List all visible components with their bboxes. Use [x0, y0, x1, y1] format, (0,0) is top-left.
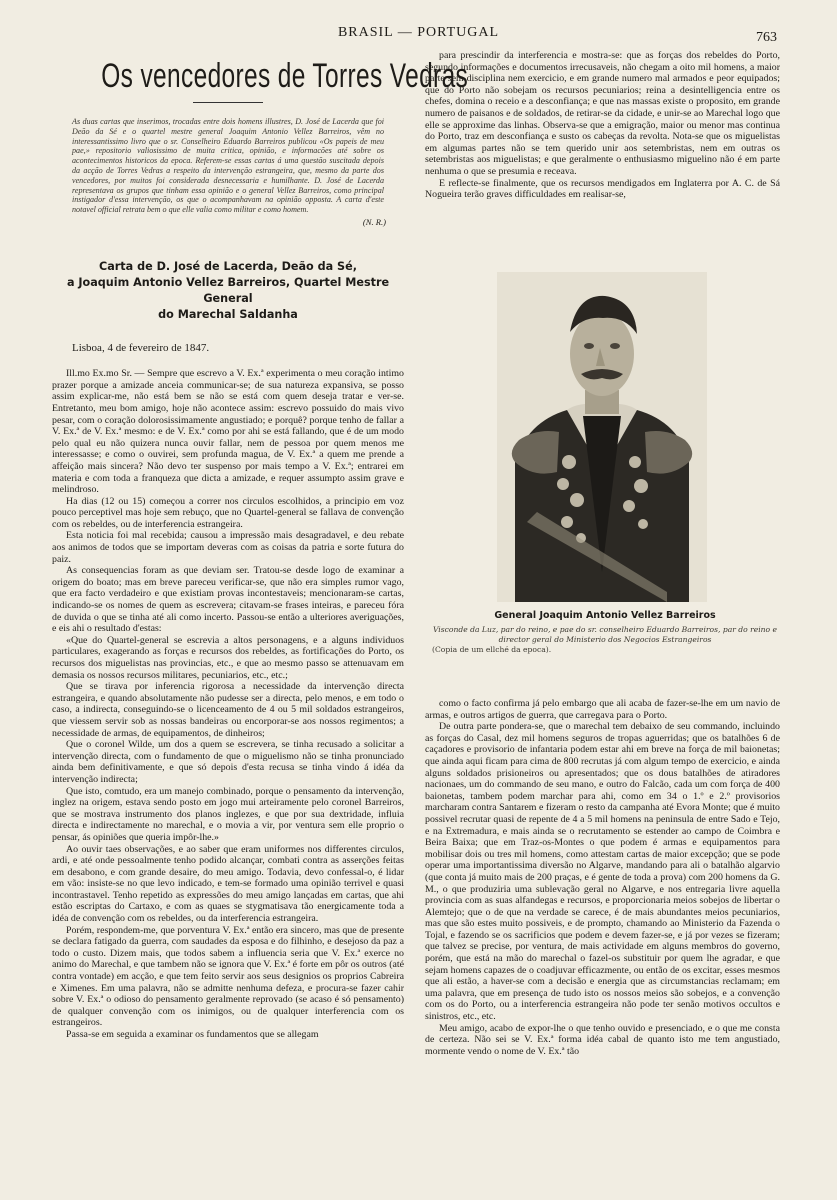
title-rule — [193, 102, 263, 103]
body-paragraph: Ao ouvir taes observações, e ao saber que eram uniformes nos differentes circulos, ardi, e até onde pessoalmente tenho podido alcançar, combati contra as asserções feitas em desabono, e com grande desaire, do meu amigo. Todavia, devo confessal-o, é lidar em vão: insiste-se no que levo indicado, e tem-se formado uma opinião terrivel e quasi incontrastavel. Tenho repetido as expressões do meu amigo lançadas em cartas, que ahi estão escriptas do Cartaxo, e com as quaes se stygmatisava tão energicamente toda a idéa de convenção com os rebeldes, ou da interferencia estrangeira. — [52, 843, 404, 925]
body-paragraph: Porém, respondem-me, que porventura V. Ex.ª então era sincero, mas que de presente se declara fatigado da guerra, com saudades da esposa e do filhinho, e desejoso da paz a todo o custo. Dizem mais, que todos sabem a influencia seria que V. Ex.ª exerce no animo do Marechal, e que tambem não se ignora que V. Ex.ª é forte em pôr os outros (até contra vontade) em acção, e que tem feito servir aos seus designios os proprios Cabreira e Ximenes. Em uma palavra, não se admitte nenhuma defeza, e procura-se fazer cahir sobre V. Ex.ª o odioso do pensamento geralmente reprovado (se acaso é só pensamento) de qualquer convenção com os inimigos, ou de qualquer interferencia com os estrangeiros. — [52, 924, 404, 1029]
letter-heading — [52, 259, 404, 323]
running-title: BRASIL — PORTUGAL — [337, 25, 500, 40]
editorial-intro: As duas cartas que inserimos, trocadas entre dois homens illustres, D. José de Lacerda que foi Deão da Sé e o quartel mestre general Joaquim Antonio Vellez Barreiros, vêm no interessantissimo livro que o sr. Conselheiro Eduardo Barreiros publicou «Os papeis de meu pae,» repositorio valiosissimo de muita critica, opinião, e informacões até sobre os acontecimentos historicos da epoca. Referem-se essas cartas á uma questão suscitada depois da acção de Torres Vedras a respeito da intervenção estrangeira, que, mesmo da parte dos vencedores, por muitos foi considerada desnecessaria e humilhante. D. José de Lacerda representava os grupos que tinham essa opinião e o general Vellez Barreiros, como principal instigador d'essa intervenção, os que o acompanhavam na opinião opposta. A carta d'este notavel official retrata bem o que elle valia como militar e como homem. — [72, 117, 384, 215]
caption-subtitle: Visconde da Luz, par do reino, e pae do sr. conselheiro Eduardo Barreiros, par do reino e director geral do Ministerio dos Negocios Estrangeiros — [432, 625, 778, 644]
body-paragraph: Que isto, comtudo, era um manejo combinado, porque o pensamento da intervenção, inglez na origem, estava sendo posto em jogo mui arteiramente pelo coronel Barreiros, que se mostrava instrumento dos planos inglezes, e que por sua dextridade, influia directa e indirectamente no marechal, e o movia a vir, por ventura sem elle proprio o pensar, ás opiniões que queria impôr-lhe.» — [52, 785, 404, 843]
page-number: 763 — [756, 30, 777, 45]
body-paragraph: Meu amigo, acabo de expor-lhe o que tenho ouvido e presenciado, e o que me consta de certeza. Não sei se V. Ex.ª forma idéa cabal de quanto isto me tem angustiado, mormente vendo o nome de V. Ex.ª tão — [425, 1022, 780, 1057]
caption-title: General Joaquim Antonio Vellez Barreiros — [494, 610, 716, 621]
body-paragraph: «Que do Quartel-general se escrevia a altos personagens, e a alguns individuos particulares, exagerando as forças e recursos dos rebeldes, as fortificações do Porto, os recursos dos miguelistas nas provincias, etc., e que ao mesmo passo se attenuavam em demasia os nossos recursos militares, pecuniarios, etc., etc.; — [52, 634, 404, 681]
body-paragraph: Esta noticia foi mal recebida; causou a impressão mais desagradavel, e deu rebate aos animos de todos que se importam deveras com as coisas da patria e sorte futura do paiz. — [52, 530, 404, 565]
portrait-engraving — [497, 272, 707, 602]
body-paragraph: para prescindir da interferencia e mostra-se: que as forças dos rebeldes do Porto, segundo informações e documentos irrecusaveis, não chegam a oito mil homens, a maior parte sem disciplina nem exercicio, e em grande numero mal armados e peor equipados; que do Porto não sobejam os recursos pecuniarios; reina a desintelligencia entre os chefes, domina o receio e a desconfiança; e que nas massas existe o proposito, em grande numero de paisanos e de soldados, de retirar-se da cidade, e unir-se ao Marechal logo que elle se approxime das linhas. Observa-se que a emigração, maior ou menor mas continua do Porto, traz em desconfiança e susto os cabeças da revolta. Nota-se que os miguelistas em algumas partes não se tem querido unir aos setembristas, nem em outras os setembristas aos miguelistas; e que geralmente o enthusiasmo miguelino não é em parte nenhuma o que se presumia e receava. — [425, 50, 780, 177]
caption-credit: (Copia de um ellché da epoca). — [432, 645, 552, 655]
letter-heading-line: do Marechal Saldanha — [158, 307, 298, 321]
article-title: Os vencedores de Torres Vedras — [101, 57, 469, 95]
body-paragraph: Que se tirava por inferencia rigorosa a necessidade da intervenção directa estrangeira, e quando absolutamente não pudesse ser a directa, pelo menos, e em todo o caso, a indirecta, conseguindo-se o licenceamento de 4 ou 5 mil soldados estrangeiros, que viessem servir sob as nossas bandeiras ou encorporar-se aos nossos regimentos; a necessidade de armas, de equipamentos, de dinheiros; — [52, 681, 404, 739]
body-paragraph: Ha dias (12 ou 15) começou a correr nos circulos escolhidos, a principio em voz pouco perceptivel mas hoje sem rebuço, que no Quartel-general se fallava de convenção com os rebeldes, ou de interferencia estrangeira. — [52, 495, 404, 530]
portrait-image — [497, 272, 707, 602]
portrait-caption — [430, 610, 780, 654]
body-paragraph: E reflecte-se finalmente, que os recursos mendigados em Inglaterra por A. C. de Sá Nogueira terão graves difficuldades em realisar-se, — [425, 177, 780, 201]
body-paragraph: Que o coronel Wilde, um dos a quem se escrevera, se tinha recusado a solicitar a intervenção directa, com o fundamento de que o miguelismo não se tinha pronunciado ainda bem definitivamente, e que só depois d'esta recusa se tinha vindo á idéa da intervenção indirecta; — [52, 739, 404, 785]
right-column-top — [425, 50, 780, 272]
letter-heading-line: Carta de D. José de Lacerda, Deão da Sé, — [99, 259, 357, 273]
body-paragraph: As consequencias foram as que deviam ser. Tratou-se desde logo de examinar a origem do boato; mas em breve pareceu verificar-se, que não era simples rumor vago, que era facto verdadeiro e que existiam provas incontestaveis; mencionaram-se cartas, indicando-se os nomes de quem as escrevera; citavam-se frases inteiras, e pareceu fóra de duvida o que se tinha até ali como incerto. Passou-se então a ulteriores averiguações, e eis ahi o resultado d'estas: — [52, 565, 404, 635]
right-column-bottom — [425, 698, 780, 1178]
left-column — [52, 50, 469, 1180]
letter-heading-line: a Joaquim Antonio Vellez Barreiros, Quartel Mestre General — [66, 275, 390, 305]
body-paragraph: Ill.mo Ex.mo Sr. — Sempre que escrevo a V. Ex.ª experimenta o meu coração intimo prazer porque a amizade anceia communicar-se; de sua natureza expansiva, se posso assim explicar-me, não está bem se não se está com quem deseja tratar e ver-se. Entretanto, meu bom amigo, hoje não acontece assim: escrevo possuido do mais vivo pesar, com o coração dolorosissimamente angustiado; e porquê? porque tenho de fallar a V. Ex.ª de V. Ex.ª mesmo: e de V. Ex.ª como por ahi se está fallando, que é de um modo pelo qual eu não quizera nunca ouvir fallar, nem de pessoa por quem menos me interessasse; e como o ouvirei, sem profunda magua, de V. Ex.ª a quem me prende a affeição mais sincera? Não devo ter suspenso por mais tempo a V. Ex.ª; entrarei em materia e com toda a franqueza que dicta a amizade, e requer assumpto assim grave e melindroso. — [52, 368, 404, 496]
editorial-signature: (N. R.) — [362, 216, 386, 227]
body-paragraph: como o facto confirma já pelo embargo que ali acaba de fazer-se-lhe em um navio de armas, e outros artigos de guerra, que carregava para o Porto. — [425, 698, 780, 721]
body-paragraph: De outra parte pondera-se, que o marechal tem debaixo de seu commando, incluindo as forças do Casal, dez mil homens seguros de tropas aguerridas; que os batalhões 6 de caçadores e provisorio de infantaria podem estar ahi em breve na força de mil baionetas; que ainda aqui ficam para cima de 800 recrutas já com algum tempo de exercicio, e ainda alguns soldados prisioneiros ou apresentados; que os dous batalhões de atiradores nacionaes, um do commando de seu mano, e outro do Falcão, cada um com força de 400 baionetas, tambem podem marchar para ahi, como em 34 o 1.º e 2.º provisorios marcharam contra Santarem e fizeram o resto da campanha até Evora Monte; que é muito possivel recrutar quasi de repente de 4 a 5 mil homens na peninsula de entre Sado e Tejo, e na Extremadura, e mais ainda se o recrutamento se estender ao campo de Coimbra e Beira Baixa; que em Traz-os-Montes o que podem é armas e equipamentos para mobilisar dois ou tres mil homens, como attestam cartas de maior excepção; que se pode operar uma importantissima diversão no Algarve, mandando para ali o batalhão algarvio (que conta já muito mais de 200 praças, e é gente de toda a prova) com 200 homens da G. M., o que produziria uma sublevação geral no Algarve, e nos entregaria livre aquella provincia com as suas alfandegas e recursos, e proporcionaria meios sobejos de libertar o Alemtejo; que o de que na verdade se carece, é de mais abundantes meios pecuniarios, mas que são estes muito possiveis, e de prompto, chamando ao Ministerio da Fazenda o Tojal, e fazendo se os sacrificios que podem e devem fazer-se, e já por vezes se fizeram; que talvez se precise, por ventura, de mais actividade em alguns membros do governo, porém, que está na mão do marechal o fazel-os substituir por quem lhe agradar, e que sejam homens capazes de o coadjuvar efficazmente, ou então de os excitar, esses mesmos que ali estão, a haver-se com a decisão e energia que as circumstancias reclamam; em uma palavra, que em presença de tudo isto os nossos meios são sobejos, e a convenção com os do Porto, ou a interferencia estrangeira não pode ter senão motivos occultos e sinistros, etc., etc. — [425, 721, 780, 1023]
letter-dateline: Lisboa, 4 de fevereiro de 1847. — [72, 341, 210, 354]
body-paragraph: Passa-se em seguida a examinar os fundamentos que se allegam — [66, 1029, 319, 1040]
